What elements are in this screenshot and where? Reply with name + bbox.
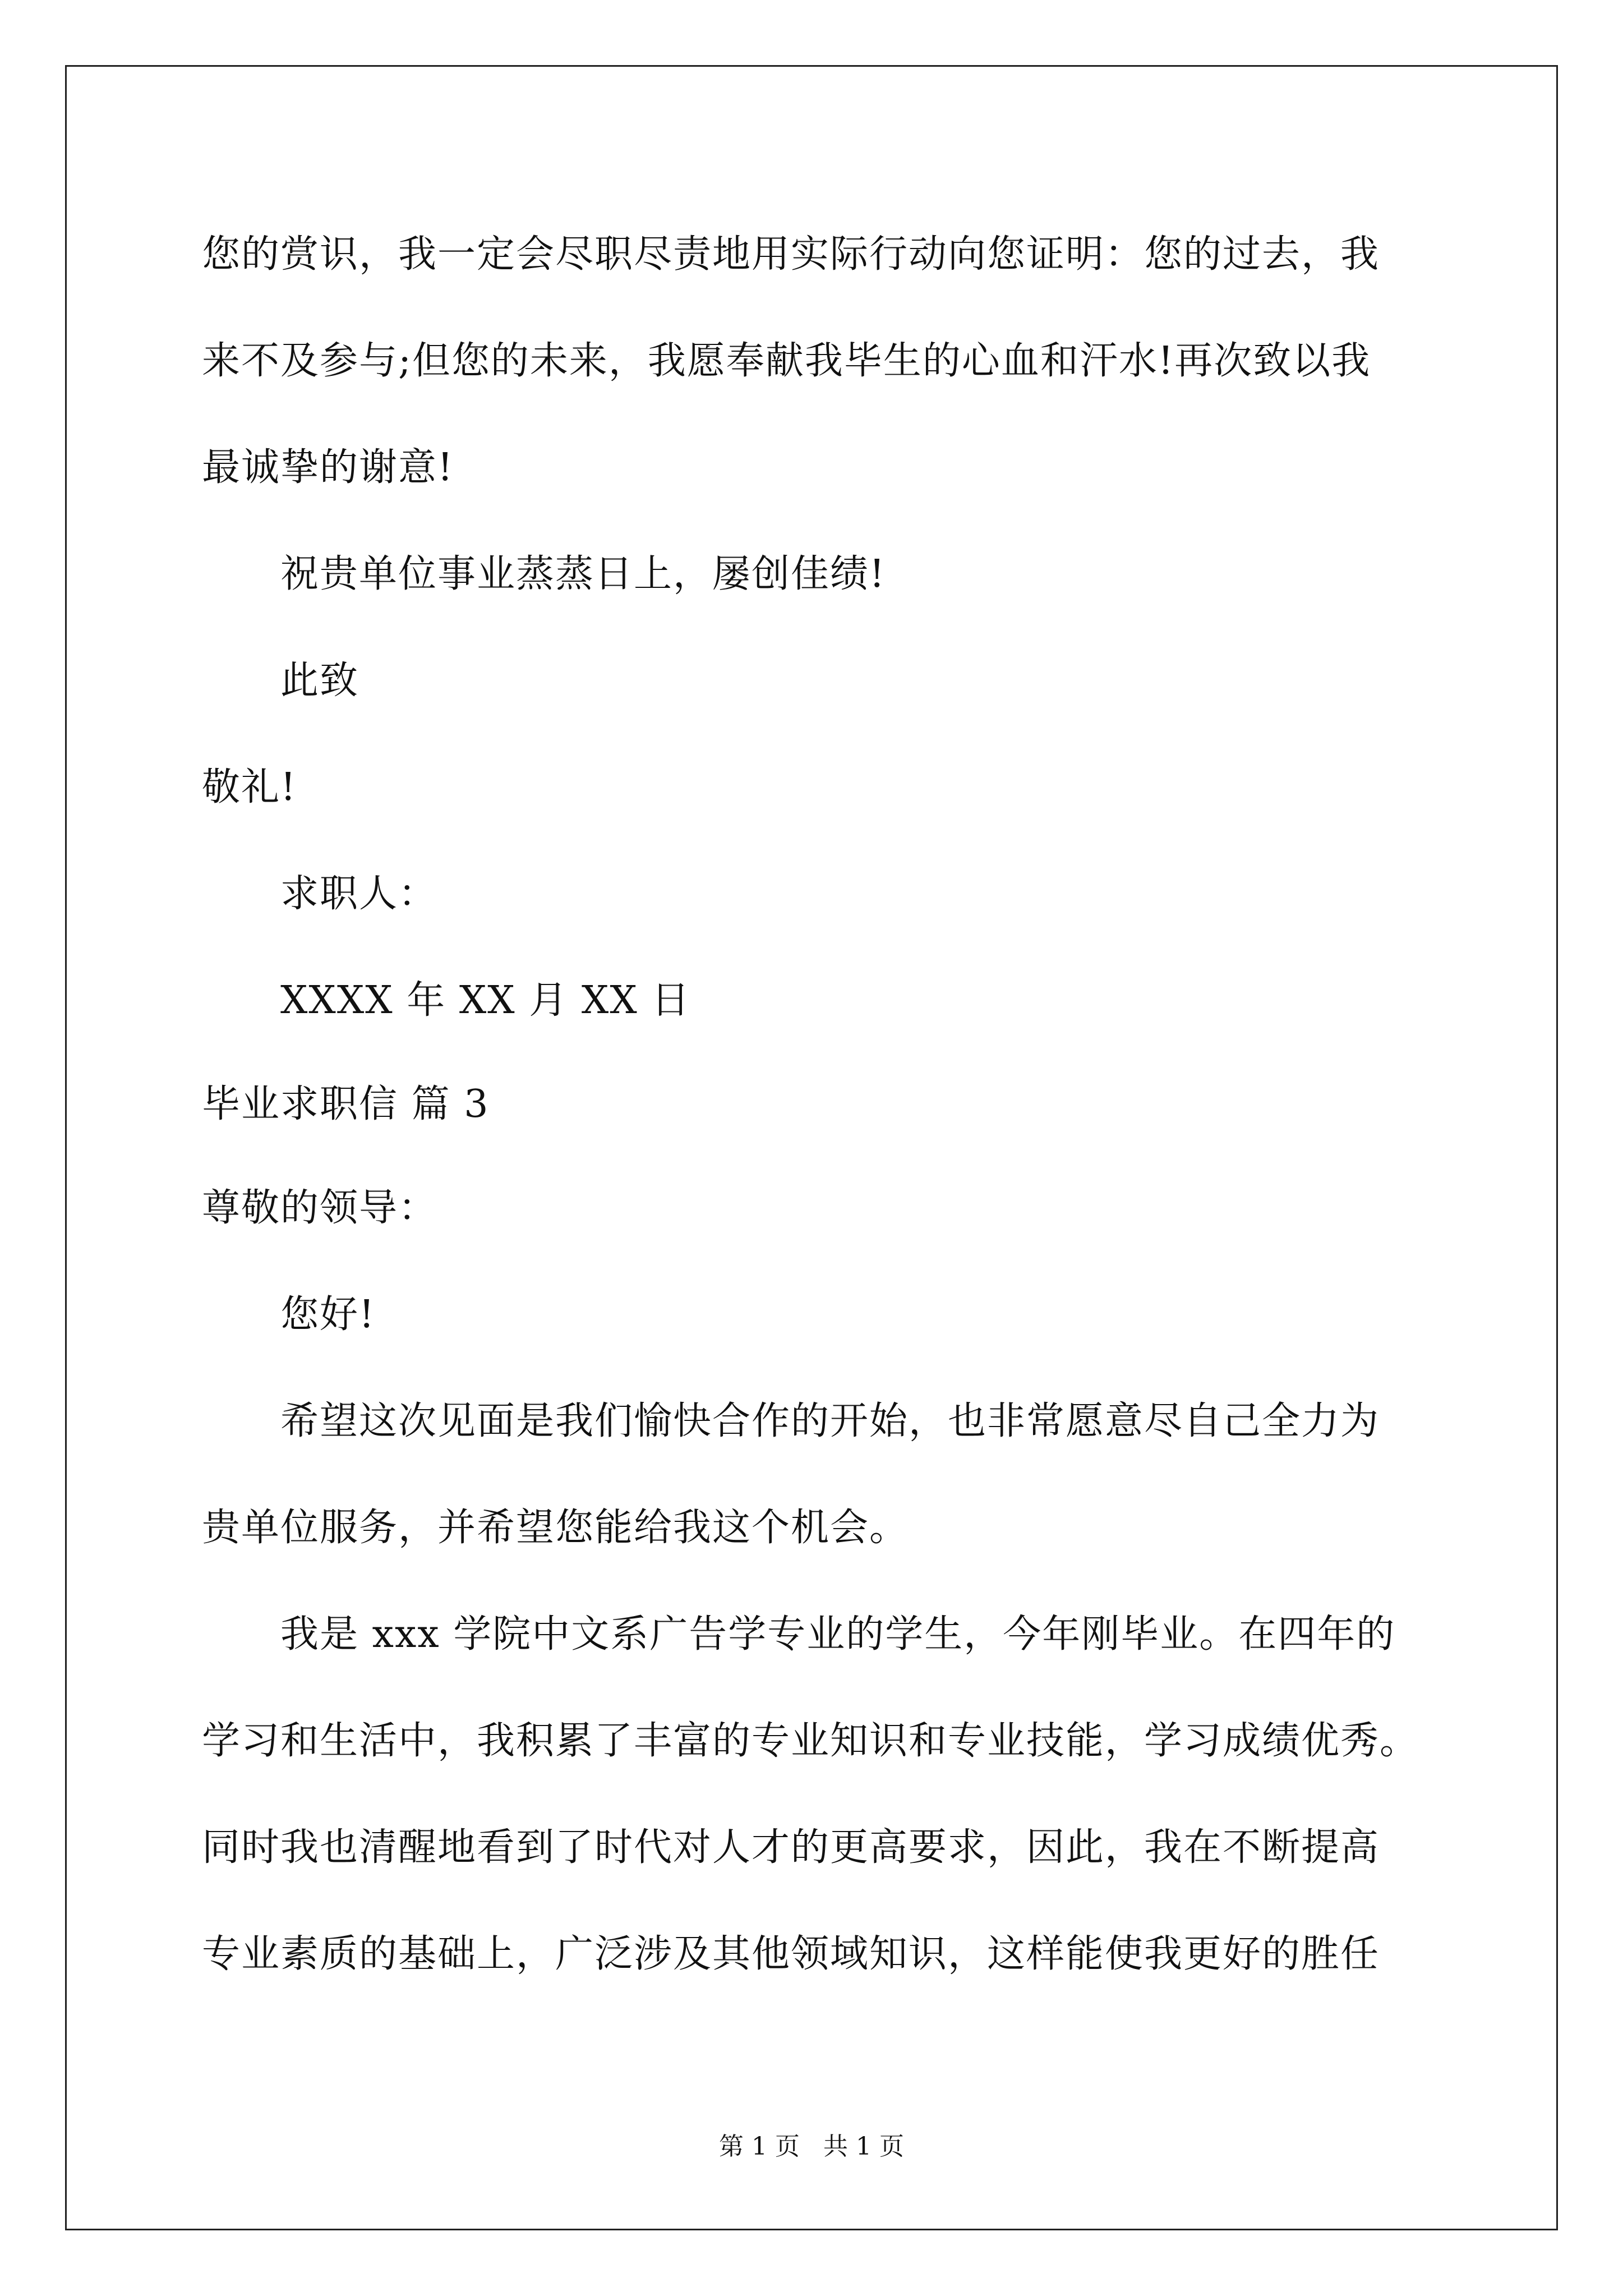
section-heading: 毕业求职信 篇 3 <box>202 1082 490 1126</box>
body-line-3: 最诚挚的谢意! <box>202 445 454 490</box>
date-line: XXXX 年 XX 月 XX 日 <box>280 978 691 1023</box>
body-line-1: 您的赏识，我一定会尽职尽责地用实际行动向您证明：您的过去，我 <box>202 232 1380 277</box>
body-line-14: 我是 xxx 学院中文系广告学专业的学生，今年刚毕业。在四年的 <box>280 1612 1396 1657</box>
greeting-recipient: 尊敬的领导： <box>202 1186 438 1230</box>
body-line-12: 希望这次见面是我们愉快合作的开始，也非常愿意尽自己全力为 <box>280 1399 1380 1443</box>
body-line-2: 来不及参与;但您的未来，我愿奉献我毕生的心血和汗水!再次致以我 <box>202 339 1371 383</box>
page-footer: 第 1 页 共 1 页 <box>719 2132 904 2161</box>
blessing-line: 祝贵单位事业蒸蒸日上，屡创佳绩! <box>280 552 886 596</box>
body-line-13: 贵单位服务，并希望您能给我这个机会。 <box>202 1506 909 1550</box>
salutation-close: 敬礼! <box>202 765 297 809</box>
applicant-label: 求职人： <box>280 872 438 916</box>
body-line-17: 专业素质的基础上，广泛涉及其他领域知识，这样能使我更好的胜任 <box>202 1932 1380 1976</box>
page-border <box>65 65 1558 2230</box>
body-line-16: 同时我也清醒地看到了时代对人才的更高要求，因此，我在不断提高 <box>202 1825 1380 1870</box>
closing-phrase: 此致 <box>280 659 359 703</box>
body-line-15: 学习和生活中，我积累了丰富的专业知识和专业技能，学习成绩优秀。 <box>202 1719 1419 1763</box>
greeting-hello: 您好! <box>280 1292 376 1337</box>
